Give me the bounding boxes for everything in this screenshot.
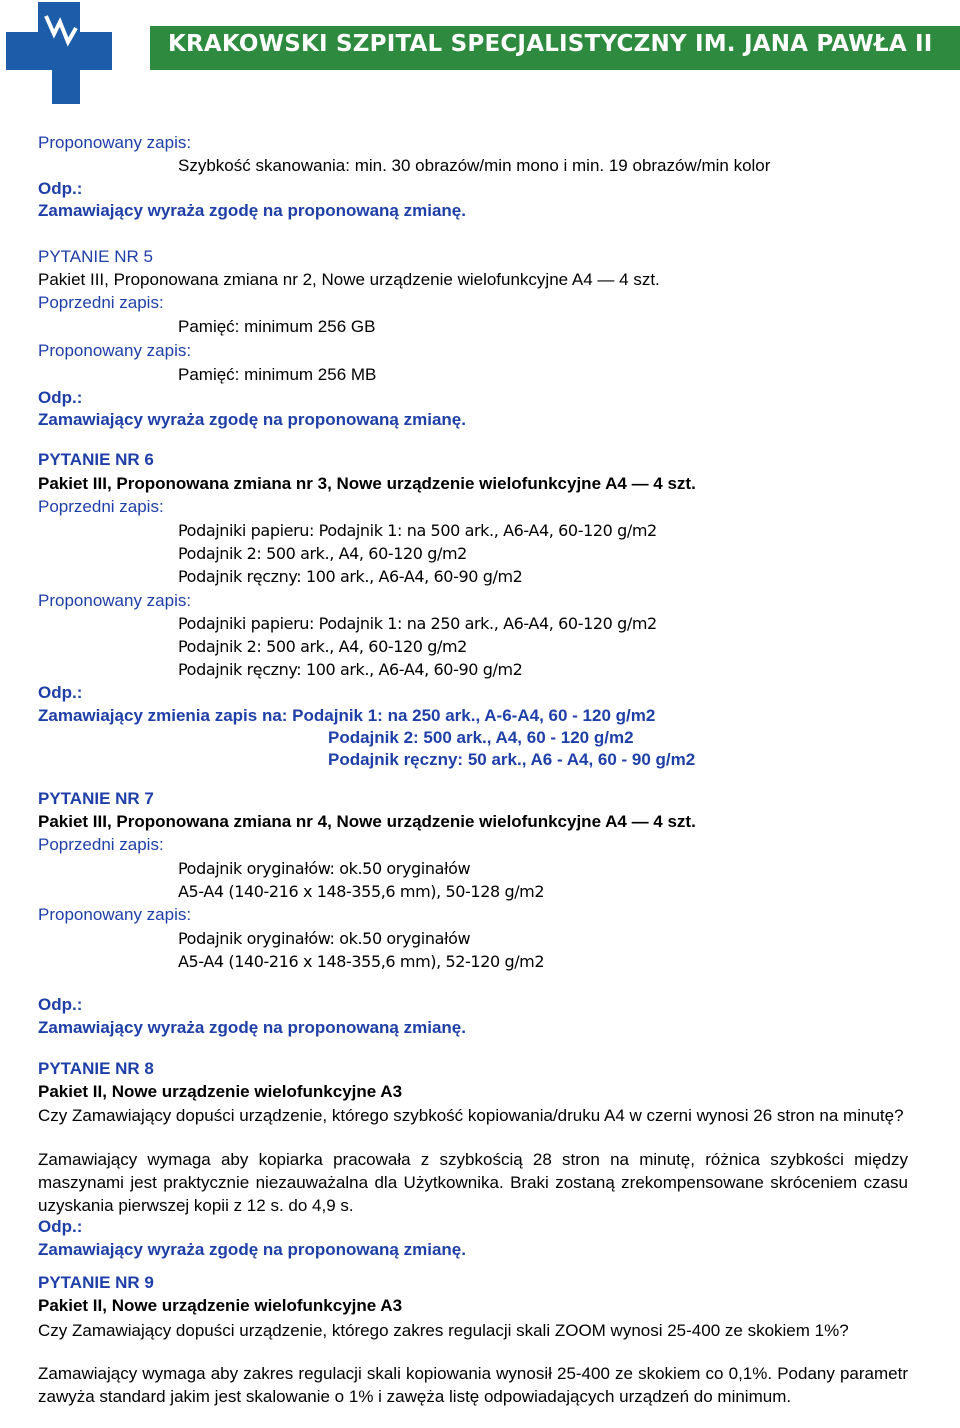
hospital-cross-logo-icon <box>6 2 112 104</box>
question-9-text: Czy Zamawiający dopuści urządzenie, którego zakres regulacji skali ZOOM wynosi 25-400 ze skokiem 1%? <box>38 1321 849 1340</box>
previous-label: Poprzedni zapis: <box>38 497 164 516</box>
hospital-name: KRAKOWSKI SZPITAL SPECJALISTYCZNY IM. JANA PAWŁA II <box>168 31 933 57</box>
answer-text: Zamawiający wyraża zgodę na proponowaną zmianę. <box>38 201 466 220</box>
previous-line: A5-A4 (140-216 x 148-355,6 mm), 50-128 g/m2 <box>178 882 545 901</box>
previous-line: Podajnik ręczny: 100 ark., A6-A4, 60-90 g/m2 <box>178 567 523 586</box>
proposed-label: Proponowany zapis: <box>38 591 192 610</box>
previous-text: Pamięć: minimum 256 GB <box>178 317 376 336</box>
answer-text: Zamawiający wyraża zgodę na proponowaną zmianę. <box>38 1018 466 1037</box>
question-9-subject: Pakiet II, Nowe urządzenie wielofunkcyjne A3 <box>38 1296 403 1315</box>
previous-label: Poprzedni zapis: <box>38 835 164 854</box>
question-9-title: PYTANIE NR 9 <box>38 1273 154 1292</box>
question-8-title: PYTANIE NR 8 <box>38 1059 154 1078</box>
proposed-line: Podajnik ręczny: 100 ark., A6-A4, 60-90 g/m2 <box>178 660 523 679</box>
answer-line: Zamawiający zmienia zapis na: Podajnik 1: na 250 ark., A-6-A4, 60 - 120 g/m2 <box>38 706 656 725</box>
answer-line: Podajnik 2: 500 ark., A4, 60 - 120 g/m2 <box>328 728 634 747</box>
answer-label: Odp.: <box>38 995 83 1014</box>
question-8-rationale: Zamawiający wymaga aby kopiarka pracowała z szybkością 28 stron na minutę, różnica szybkości między maszynami jest praktycznie niezauważalna dla Użytkownika. Braki zostaną zrekompensowane skróceniem czasu uzyskania pierwszej kopii z 12 s. do 4,9 s. <box>38 1150 908 1215</box>
answer-line: Podajnik ręczny: 50 ark., A6 - A4, 60 - 90 g/m2 <box>328 750 696 769</box>
question-5-title: PYTANIE NR 5 <box>38 247 153 266</box>
question-7-title: PYTANIE NR 7 <box>38 789 154 808</box>
answer-text: Zamawiający wyraża zgodę na proponowaną zmianę. <box>38 410 466 429</box>
proposed-line: Podajnik oryginałów: ok.50 oryginałów <box>178 929 471 948</box>
previous-label: Poprzedni zapis: <box>38 293 164 312</box>
answer-label: Odp.: <box>38 1217 83 1236</box>
question-9-rationale: Zamawiający wymaga aby zakres regulacji skali kopiowania wynosił 25-400 ze skokiem co 0,1%. Podany parametr zawyża standard jakim jest skalowanie o 1% i zawęża listę odpowiadających urządzeń do minimum. <box>38 1364 908 1406</box>
proposed-line: Podajnik 2: 500 ark., A4, 60-120 g/m2 <box>178 637 467 656</box>
question-8-text: Czy Zamawiający dopuści urządzenie, którego szybkość kopiowania/druku A4 w czerni wynosi 26 stron na minutę? <box>38 1106 904 1125</box>
proposed-label: Proponowany zapis: <box>38 905 192 924</box>
question-8-subject: Pakiet II, Nowe urządzenie wielofunkcyjne A3 <box>38 1082 403 1101</box>
answer-label: Odp.: <box>38 179 83 198</box>
question-5-subject: Pakiet III, Proponowana zmiana nr 2, Nowe urządzenie wielofunkcyjne A4 — 4 szt. <box>38 270 660 289</box>
proposed-line: A5-A4 (140-216 x 148-355,6 mm), 52-120 g/m2 <box>178 952 545 971</box>
previous-line: Podajniki papieru: Podajnik 1: na 500 ark., A6-A4, 60-120 g/m2 <box>178 521 657 540</box>
proposed-label: Proponowany zapis: <box>38 133 192 152</box>
question-7-subject: Pakiet III, Proponowana zmiana nr 4, Nowe urządzenie wielofunkcyjne A4 — 4 szt. <box>38 812 696 831</box>
proposed-text: Pamięć: minimum 256 MB <box>178 365 377 384</box>
proposed-line: Podajniki papieru: Podajnik 1: na 250 ark., A6-A4, 60-120 g/m2 <box>178 614 657 633</box>
answer-label: Odp.: <box>38 683 83 702</box>
answer-text: Zamawiający wyraża zgodę na proponowaną zmianę. <box>38 1240 466 1259</box>
previous-line: Podajnik oryginałów: ok.50 oryginałów <box>178 859 471 878</box>
previous-line: Podajnik 2: 500 ark., A4, 60-120 g/m2 <box>178 544 467 563</box>
answer-label: Odp.: <box>38 388 83 407</box>
proposed-text: Szybkość skanowania: min. 30 obrazów/min mono i min. 19 obrazów/min kolor <box>178 156 771 175</box>
question-6-title: PYTANIE NR 6 <box>38 450 154 469</box>
question-6-subject: Pakiet III, Proponowana zmiana nr 3, Nowe urządzenie wielofunkcyjne A4 — 4 szt. <box>38 474 696 493</box>
hospital-header <box>0 0 960 105</box>
proposed-label: Proponowany zapis: <box>38 341 192 360</box>
